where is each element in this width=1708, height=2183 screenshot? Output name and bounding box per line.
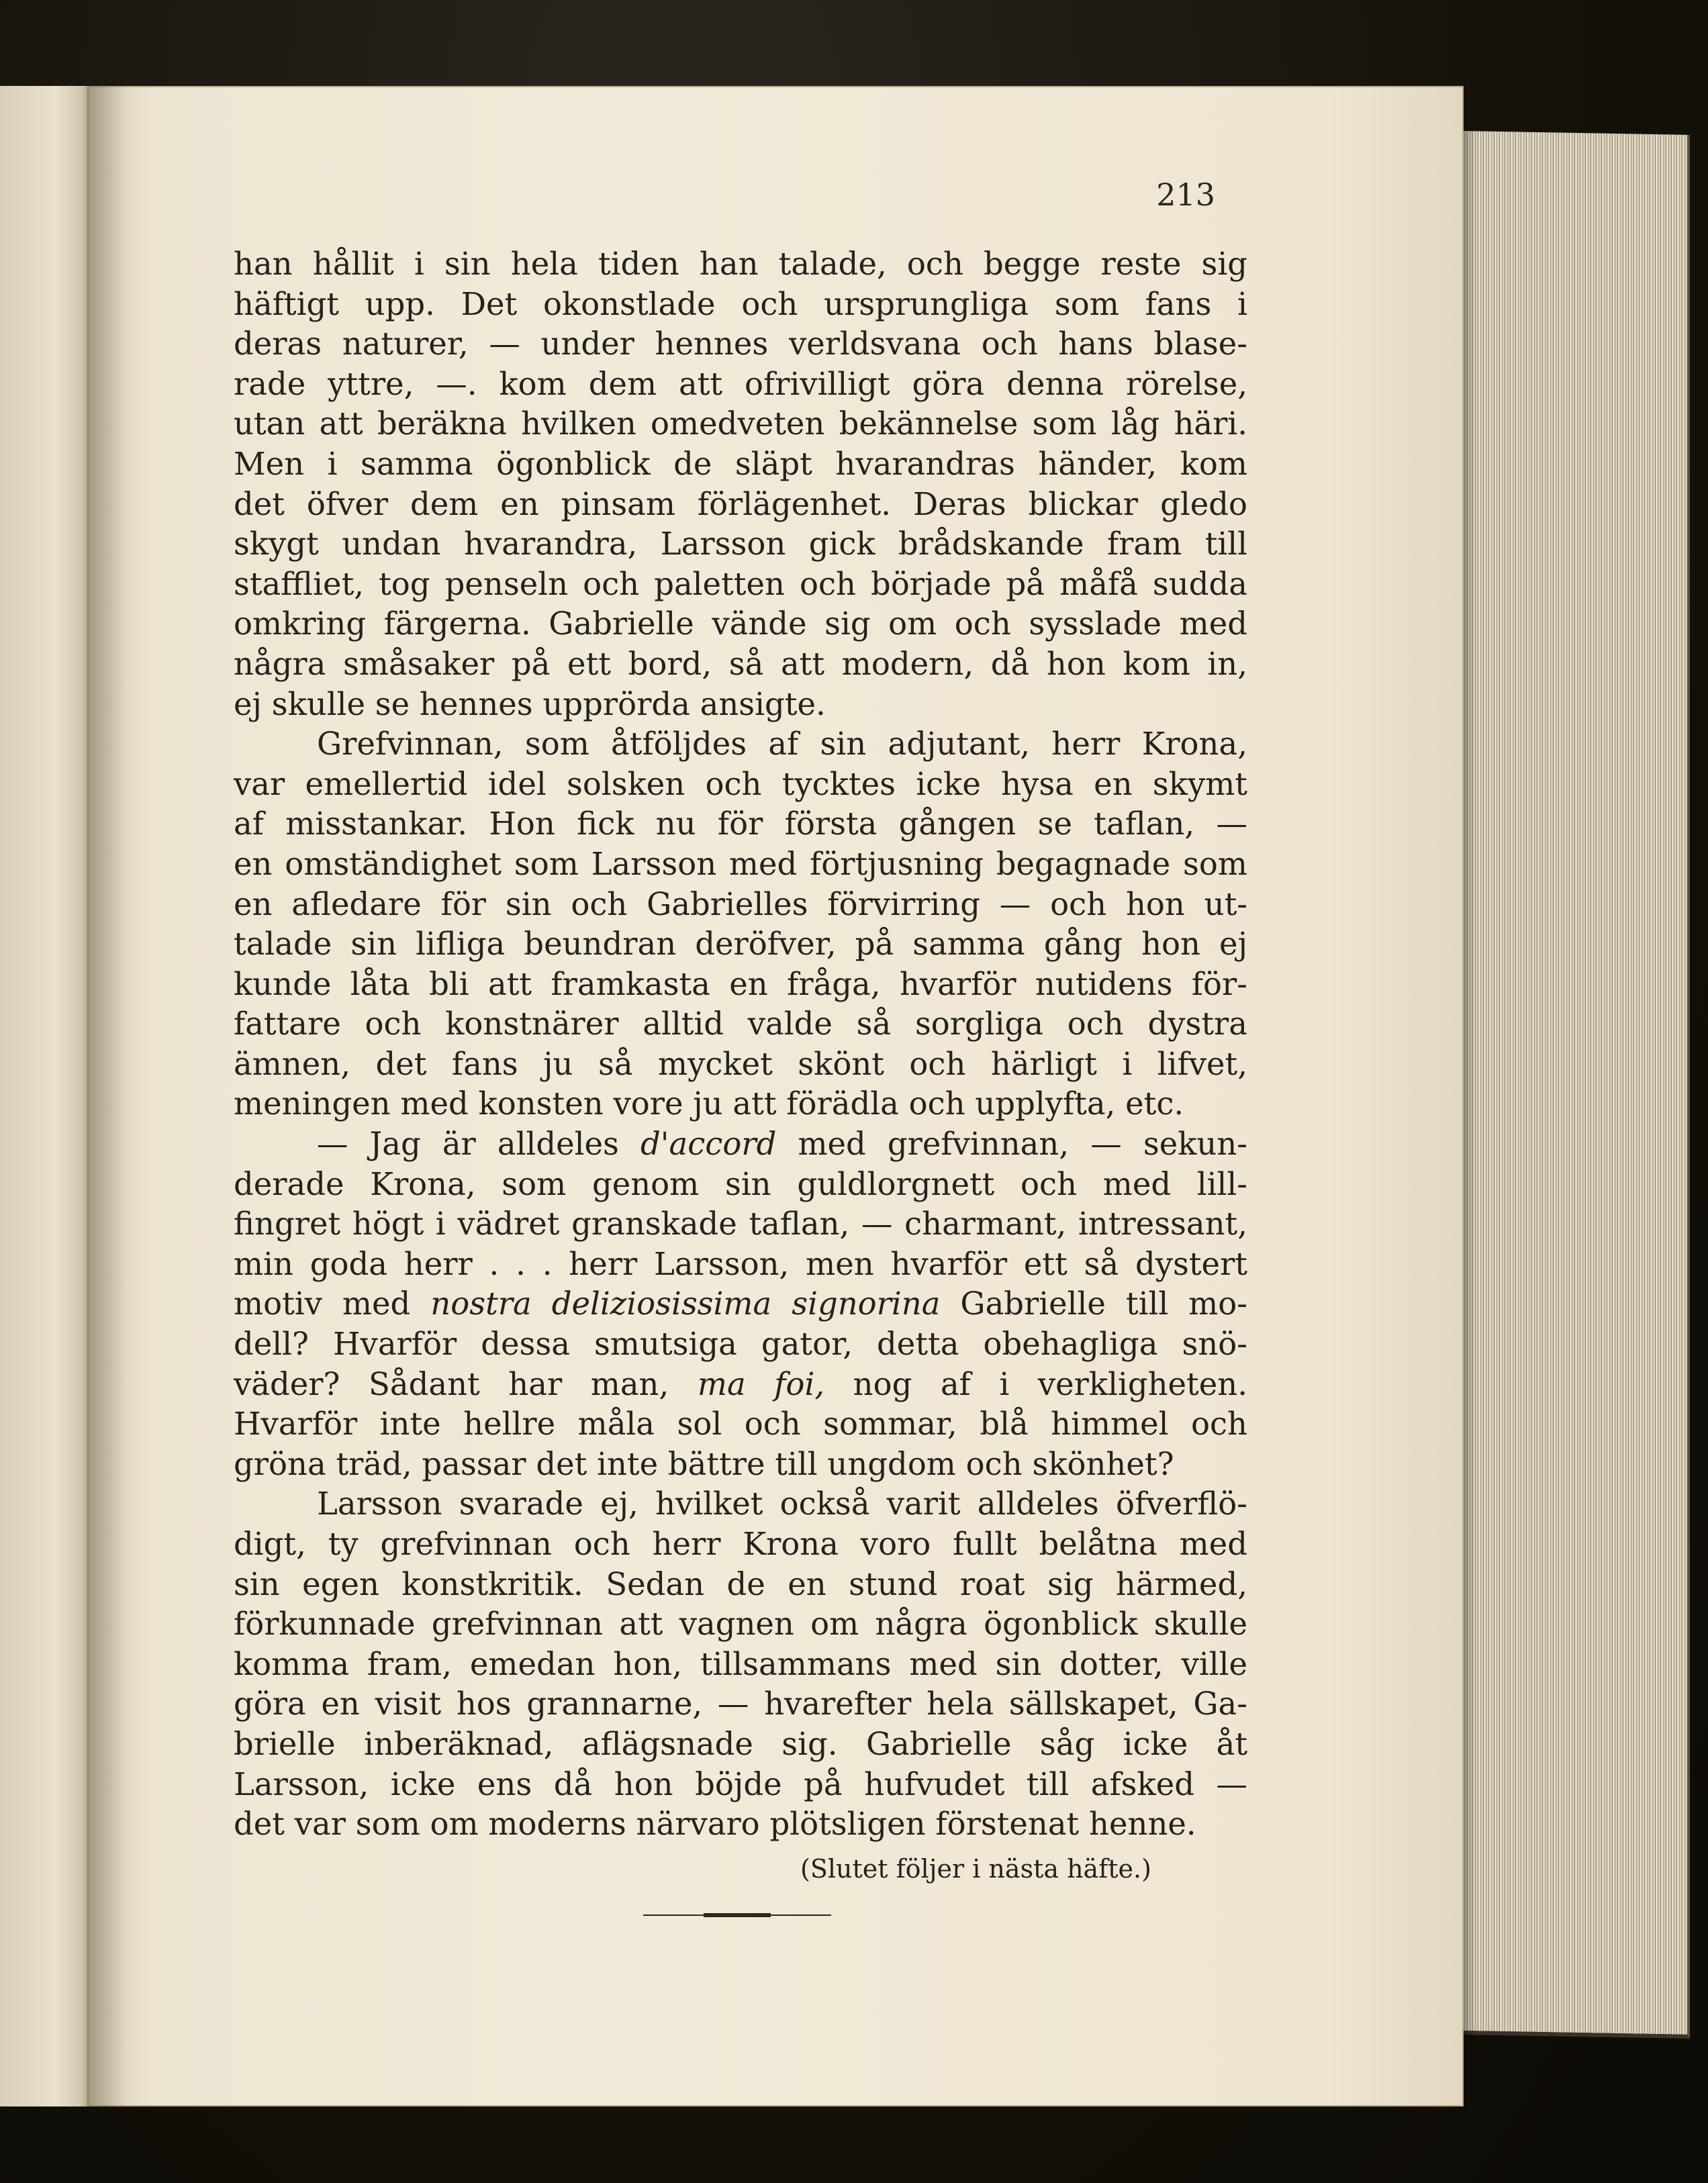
text-line: det var som om moderns närvaro plötsligen förstenat henne. <box>234 1806 1196 1843</box>
text-line: dell? Hvarför dessa smutsiga gator, detta obehagliga snö- <box>234 1326 1247 1363</box>
text-line: var emellertid idel solsken och tycktes icke hysa en skymt <box>234 765 1247 802</box>
text-line: Larsson svarade ej, hvilket också varit alldeles öfverflö- <box>317 1486 1247 1522</box>
italic-phrase: ma foi, <box>697 1365 825 1402</box>
text-line: ämnen, det fans ju så mycket skönt och härligt i lifvet, <box>234 1045 1247 1082</box>
text-segment: Gabrielle till mo- <box>940 1285 1248 1322</box>
text-line: ej skulle se hennes upprörda ansigte. <box>234 685 826 722</box>
end-rule-center <box>704 1913 771 1917</box>
text-segment: med grefvinnan, — sekun- <box>776 1126 1247 1163</box>
gutter-shadow <box>87 86 128 2106</box>
text-line: brielle inberäknad, aflägsnade sig. Gabrielle såg icke åt <box>234 1725 1247 1762</box>
text-line: förkunnade grefvinnan att vagnen om några ögonblick skulle <box>234 1606 1247 1643</box>
body-text <box>234 244 1247 1845</box>
page-edges <box>1462 131 1690 2039</box>
page-number: 213 <box>1156 177 1215 213</box>
text-line: sin egen konstkritik. Sedan de en stund roat sig härmed, <box>234 1565 1247 1602</box>
text-line: staffliet, tog penseln och paletten och började på måfå sudda <box>234 565 1247 602</box>
italic-phrase: nostra deliziosissima signorina <box>430 1285 941 1322</box>
text-line: deras naturer, — under hennes verldsvana och hans blase- <box>234 326 1247 362</box>
text-line: fattare och konstnärer alltid valde så sorgliga och dystra <box>234 1006 1247 1042</box>
text-segment: motiv med <box>234 1285 431 1322</box>
text-segment: — Jag är alldeles <box>317 1126 640 1163</box>
text-line <box>234 1284 1247 1324</box>
text-line: gröna träd, passar det inte bättre till ungdom och skönhet? <box>234 1445 1174 1482</box>
text-line: Men i samma ögonblick de släpt hvarandras händer, kom <box>234 445 1247 482</box>
text-line: meningen med konsten vore ju att förädla och upplyfta, etc. <box>234 1085 1184 1122</box>
text-line: några småsaker på ett bord, så att modern, då hon kom in, <box>234 645 1247 682</box>
text-line: göra en visit hos grannarne, — hvarefter hela sällskapet, Ga- <box>234 1686 1247 1723</box>
text-line: kunde låta bli att framkasta en fråga, hvarför nutidens för- <box>234 965 1247 1002</box>
end-rule <box>643 1913 831 1917</box>
text-line: digt, ty grefvinnan och herr Krona voro fullt belåtna med <box>234 1526 1247 1562</box>
text-line: af misstankar. Hon fick nu för första gången se taflan, — <box>234 806 1247 842</box>
text-line: skygt undan hvarandra, Larsson gick brådskande fram till <box>234 526 1247 563</box>
text-line: Grefvinnan, som åtföljdes af sin adjutant, herr Krona, <box>317 726 1247 763</box>
text-line: komma fram, emedan hon, tillsammans med sin dotter, ville <box>234 1645 1247 1682</box>
text-segment: väder? Sådant har man, <box>234 1365 698 1402</box>
text-line: rade yttre, —. kom dem att ofrivilligt göra denna rörelse, <box>234 365 1247 402</box>
text-line: min goda herr . . . herr Larsson, men hvarför ett så dystert <box>234 1245 1247 1282</box>
text-line: han hållit i sin hela tiden han talade, och begge reste sig <box>234 246 1247 282</box>
text-line: det öfver dem en pinsam förlägenhet. Deras blickar gledo <box>234 485 1247 522</box>
text-line: omkring färgerna. Gabrielle vände sig om och sysslade med <box>234 605 1247 642</box>
text-line <box>234 1365 1247 1405</box>
text-line: en afledare för sin och Gabrielles förvirring — och hon ut- <box>234 885 1247 922</box>
text-line: derade Krona, som genom sin guldlorgnett och med lill- <box>234 1165 1247 1202</box>
text-line <box>234 1124 1247 1165</box>
text-line: häftigt upp. Det okonstlade och ursprungliga som fans i <box>234 285 1247 322</box>
text-line: Larsson, icke ens då hon böjde på hufvudet till afsked — <box>234 1765 1247 1802</box>
continuation-note: (Slutet följer i nästa häfte.) <box>800 1854 1151 1884</box>
text-line: en omständighet som Larsson med förtjusning begagnade som <box>234 845 1247 882</box>
text-line: talade sin lifliga beundran deröfver, på samma gång hon ej <box>234 926 1247 963</box>
text-line: fingret högt i vädret granskade taflan, — charmant, intressant, <box>234 1206 1247 1243</box>
text-segment: nog af i verkligheten. <box>824 1365 1247 1402</box>
italic-phrase: d'accord <box>640 1126 777 1163</box>
text-line: utan att beräkna hvilken omedveten bekännelse som låg häri. <box>234 405 1247 442</box>
text-line: Hvarför inte hellre måla sol och sommar, blå himmel och <box>234 1406 1247 1443</box>
